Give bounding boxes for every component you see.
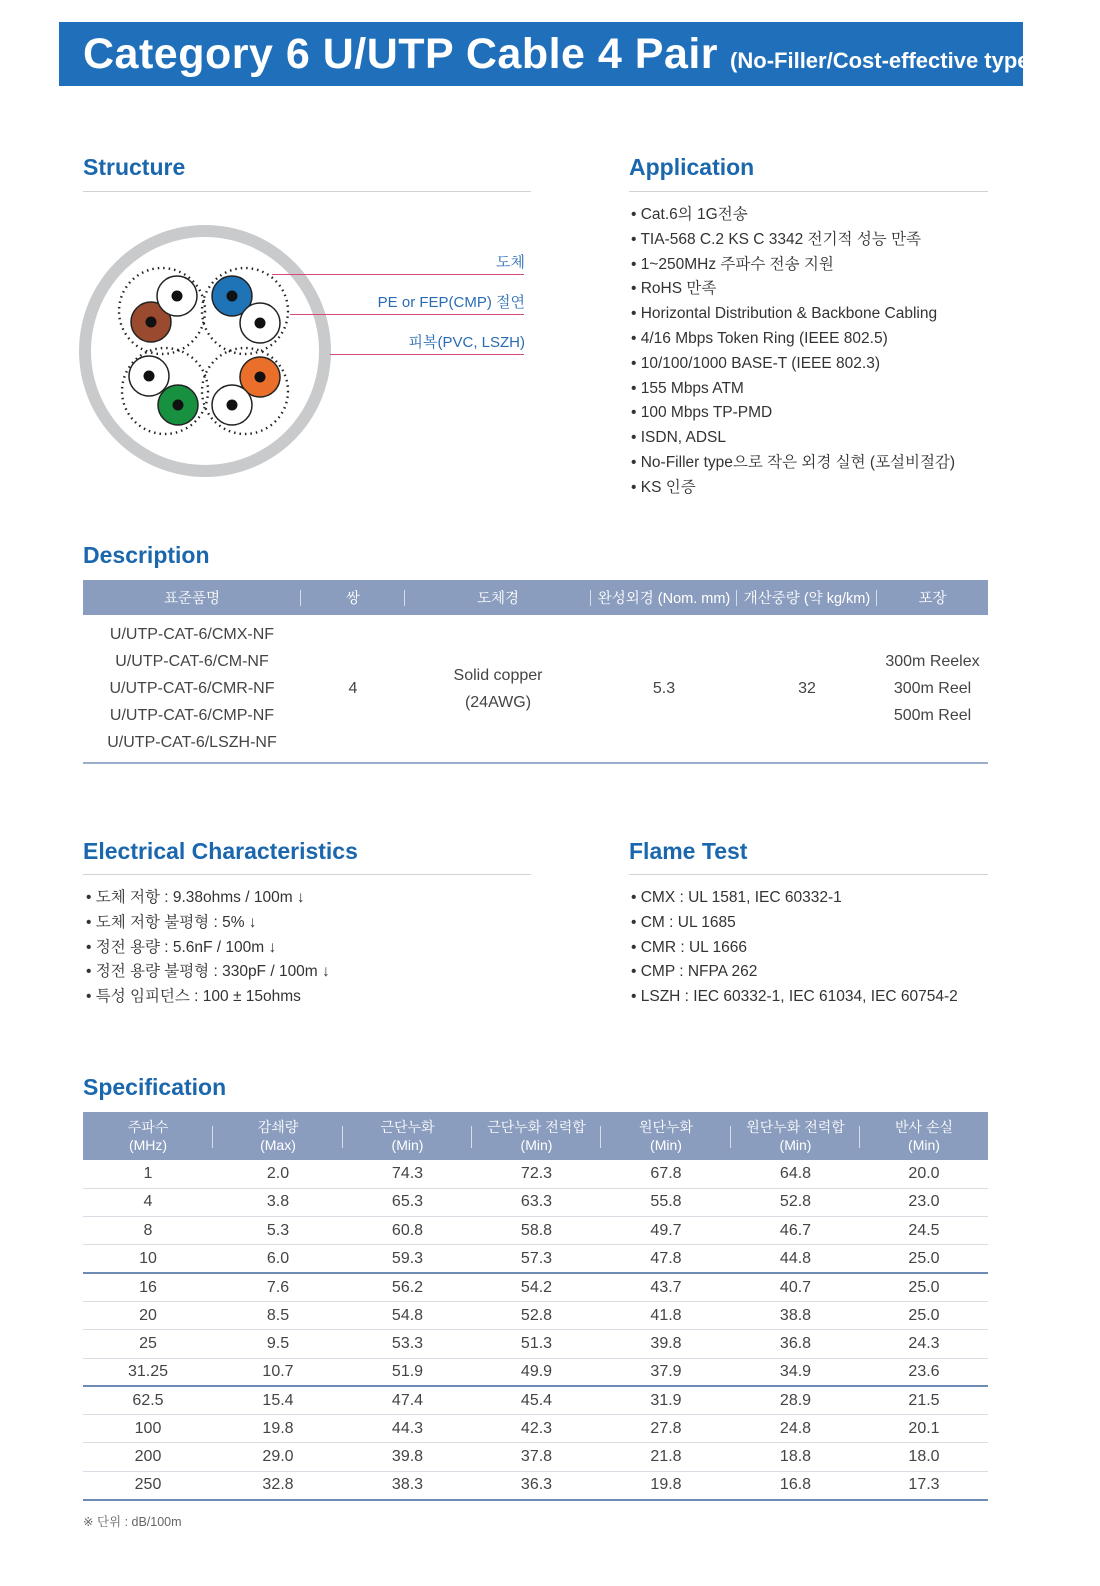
packing-cell — [877, 615, 988, 763]
column-header-next: 근단누화 (Min) — [343, 1112, 472, 1160]
packing-option: 500m Reel — [893, 707, 972, 724]
table-cell: 19.8 — [213, 1415, 343, 1443]
table-cell: 17.3 — [860, 1471, 988, 1499]
product-name: U/UTP-CAT-6/CM-NF — [115, 653, 269, 670]
list-item: • 155 Mbps ATM — [631, 377, 955, 402]
list-item: • 도체 저항 불평형 : 5% ↓ — [86, 911, 330, 936]
structure-divider — [83, 191, 531, 192]
table-cell: 34.9 — [731, 1358, 860, 1386]
table-row — [83, 1358, 988, 1386]
column-header: 표준품명 — [83, 580, 301, 615]
table-cell: 36.8 — [731, 1330, 860, 1358]
column-header-attenuation: 감쇄량 (Max) — [213, 1112, 343, 1160]
table-row — [83, 1415, 988, 1443]
table-cell: 9.5 — [213, 1330, 343, 1358]
table-cell: 28.9 — [731, 1386, 860, 1414]
flame-test-list — [631, 886, 958, 1010]
list-item: • TIA-568 C.2 KS C 3342 전기적 성능 만족 — [631, 228, 955, 253]
product-name: U/UTP-CAT-6/CMP-NF — [109, 707, 275, 724]
page-title: Category 6 U/UTP Cable 4 Pair — [83, 29, 719, 78]
table-cell: 38.8 — [731, 1301, 860, 1329]
list-item: • 1~250MHz 주파수 전송 지원 — [631, 253, 955, 278]
table-cell: 8.5 — [213, 1301, 343, 1329]
insulation-label: PE or FEP(CMP) 절연 — [377, 294, 525, 311]
table-cell: 63.3 — [472, 1188, 601, 1216]
list-item: • 100 Mbps TP-PMD — [631, 401, 955, 426]
list-item: • LSZH : IEC 60332-1, IEC 61034, IEC 60754-2 — [631, 985, 958, 1010]
list-item: • RoHS 만족 — [631, 277, 955, 302]
column-header: 쌍 — [301, 580, 405, 615]
table-row — [83, 1330, 988, 1358]
table-cell: 52.8 — [472, 1301, 601, 1329]
column-header: 도체경 — [405, 580, 591, 615]
list-item: • Cat.6의 1G전송 — [631, 203, 955, 228]
table-cell: 20 — [83, 1301, 213, 1329]
table-cell: 42.3 — [472, 1415, 601, 1443]
table-cell: 24.5 — [860, 1217, 988, 1245]
table-row — [83, 1188, 988, 1216]
table-cell: 40.7 — [731, 1273, 860, 1301]
column-header: 개산중량 (약 kg/km) — [737, 580, 877, 615]
column-header-psnext: 근단누화 전력합 (Min) — [472, 1112, 601, 1160]
conductor-pointer-line — [272, 274, 524, 275]
product-name: U/UTP-CAT-6/LSZH-NF — [107, 734, 277, 751]
table-row — [83, 1245, 988, 1273]
table-cell: 25.0 — [860, 1273, 988, 1301]
table-cell: 51.3 — [472, 1330, 601, 1358]
table-cell: 45.4 — [472, 1386, 601, 1414]
table-cell: 5.3 — [213, 1217, 343, 1245]
table-cell: 1 — [83, 1160, 213, 1188]
table-cell: 100 — [83, 1415, 213, 1443]
table-cell: 16.8 — [731, 1471, 860, 1499]
page-subtitle: (No-Filler/Cost-effective type) — [730, 48, 1037, 73]
table-row — [83, 615, 988, 763]
table-cell: 62.5 — [83, 1386, 213, 1414]
table-cell: 20.0 — [860, 1160, 988, 1188]
table-cell: 59.3 — [343, 1245, 472, 1273]
list-item: • 정전 용량 불평형 : 330pF / 100m ↓ — [86, 960, 330, 985]
electrical-heading: Electrical Characteristics — [83, 838, 358, 864]
cable-core-area — [91, 237, 319, 465]
insulation-pointer-line — [290, 314, 524, 315]
table-cell: 36.3 — [472, 1471, 601, 1499]
table-row — [83, 1443, 988, 1471]
table-cell: 2.0 — [213, 1160, 343, 1188]
packing-option: 300m Reelex — [885, 653, 980, 670]
table-cell: 4 — [83, 1188, 213, 1216]
table-cell: 18.0 — [860, 1443, 988, 1471]
description-table — [83, 580, 988, 764]
table-cell: 46.7 — [731, 1217, 860, 1245]
table-cell: 47.8 — [601, 1245, 731, 1273]
table-cell: 7.6 — [213, 1273, 343, 1301]
table-cell: 72.3 — [472, 1160, 601, 1188]
table-cell: 49.7 — [601, 1217, 731, 1245]
weight-cell: 32 — [737, 615, 877, 763]
table-cell: 32.8 — [213, 1471, 343, 1499]
list-item: • No-Filler type으로 작은 외경 실현 (포설비절감) — [631, 451, 955, 476]
table-cell: 24.3 — [860, 1330, 988, 1358]
list-item: • ISDN, ADSL — [631, 426, 955, 451]
list-item: • KS 인증 — [631, 476, 955, 501]
table-cell: 25 — [83, 1330, 213, 1358]
diameter-cell: 5.3 — [591, 615, 737, 763]
table-cell: 38.3 — [343, 1471, 472, 1499]
table-cell: 3.8 — [213, 1188, 343, 1216]
table-cell: 37.8 — [472, 1443, 601, 1471]
table-row — [83, 1301, 988, 1329]
table-cell: 60.8 — [343, 1217, 472, 1245]
table-cell: 18.8 — [731, 1443, 860, 1471]
table-cell: 250 — [83, 1471, 213, 1499]
table-cell: 52.8 — [731, 1188, 860, 1216]
table-cell: 16 — [83, 1273, 213, 1301]
product-name: U/UTP-CAT-6/CMX-NF — [109, 626, 275, 643]
conductor-cell — [405, 615, 591, 763]
list-item: • CMX : UL 1581, IEC 60332-1 — [631, 886, 958, 911]
table-cell: 39.8 — [601, 1330, 731, 1358]
table-cell: 57.3 — [472, 1245, 601, 1273]
table-cell: 44.3 — [343, 1415, 472, 1443]
table-cell: 31.25 — [83, 1358, 213, 1386]
table-row — [83, 1217, 988, 1245]
table-row — [83, 1273, 988, 1301]
table-cell: 21.5 — [860, 1386, 988, 1414]
table-cell: 200 — [83, 1443, 213, 1471]
table-cell: 49.9 — [472, 1358, 601, 1386]
table-cell: 29.0 — [213, 1443, 343, 1471]
table-cell: 25.0 — [860, 1245, 988, 1273]
conductor-material: Solid copper — [453, 666, 543, 684]
cable-cross-section-diagram — [72, 218, 342, 488]
table-cell: 31.9 — [601, 1386, 731, 1414]
title-banner — [59, 22, 1037, 86]
table-cell: 25.0 — [860, 1301, 988, 1329]
description-heading: Description — [83, 542, 210, 568]
table-cell: 15.4 — [213, 1386, 343, 1414]
table-row — [83, 1386, 988, 1414]
application-list — [631, 203, 955, 501]
list-item: • CM : UL 1685 — [631, 911, 958, 936]
list-item: • CMP : NFPA 262 — [631, 960, 958, 985]
list-item: • 정전 용량 : 5.6nF / 100m ↓ — [86, 936, 330, 961]
table-cell: 8 — [83, 1217, 213, 1245]
column-header: 완성외경 (Nom. mm) — [591, 580, 737, 615]
table-cell: 54.8 — [343, 1301, 472, 1329]
list-item: • CMR : UL 1666 — [631, 936, 958, 961]
specification-table — [83, 1112, 988, 1501]
list-item: • 도체 저항 : 9.38ohms / 100m ↓ — [86, 886, 330, 911]
table-row — [83, 1471, 988, 1499]
jacket-pointer-line — [330, 354, 524, 355]
table-cell: 56.2 — [343, 1273, 472, 1301]
flame-test-divider — [629, 874, 988, 875]
table-cell: 58.8 — [472, 1217, 601, 1245]
table-cell: 65.3 — [343, 1188, 472, 1216]
column-header-return-loss: 반사 손실 (Min) — [860, 1112, 988, 1160]
list-item: • 10/100/1000 BASE-T (IEEE 802.3) — [631, 352, 955, 377]
application-heading: Application — [629, 154, 755, 180]
table-cell: 24.8 — [731, 1415, 860, 1443]
column-header: 포장 — [877, 580, 988, 615]
table-cell: 10 — [83, 1245, 213, 1273]
list-item: • Horizontal Distribution & Backbone Cabling — [631, 302, 955, 327]
application-divider — [629, 191, 988, 192]
table-cell: 6.0 — [213, 1245, 343, 1273]
column-header-fext: 원단누화 (Min) — [601, 1112, 731, 1160]
table-cell: 23.6 — [860, 1358, 988, 1386]
table-cell: 27.8 — [601, 1415, 731, 1443]
flame-test-heading: Flame Test — [629, 838, 748, 864]
table-cell: 19.8 — [601, 1471, 731, 1499]
product-names-cell — [83, 615, 301, 763]
electrical-list — [86, 886, 330, 1010]
table-cell: 67.8 — [601, 1160, 731, 1188]
table-cell: 55.8 — [601, 1188, 731, 1216]
table-cell: 10.7 — [213, 1358, 343, 1386]
conductor-label: 도체 — [496, 254, 525, 271]
electrical-divider — [83, 874, 531, 875]
product-name: U/UTP-CAT-6/CMR-NF — [109, 680, 275, 697]
table-cell: 74.3 — [343, 1160, 472, 1188]
conductor-gauge: (24AWG) — [464, 693, 532, 711]
column-header-psfext: 원단누화 전력합 (Min) — [731, 1112, 860, 1160]
packing-option: 300m Reel — [893, 680, 972, 697]
table-cell: 64.8 — [731, 1160, 860, 1188]
table-cell: 47.4 — [343, 1386, 472, 1414]
jacket-label: 피복(PVC, LSZH) — [408, 334, 525, 351]
table-row — [83, 1160, 988, 1188]
column-header-frequency: 주파수 (MHz) — [83, 1112, 213, 1160]
table-cell: 23.0 — [860, 1188, 988, 1216]
table-cell: 54.2 — [472, 1273, 601, 1301]
table-cell: 51.9 — [343, 1358, 472, 1386]
table-cell: 20.1 — [860, 1415, 988, 1443]
list-item: • 4/16 Mbps Token Ring (IEEE 802.5) — [631, 327, 955, 352]
table-cell: 44.8 — [731, 1245, 860, 1273]
table-cell: 21.8 — [601, 1443, 731, 1471]
specification-heading: Specification — [83, 1074, 227, 1100]
table-cell: 37.9 — [601, 1358, 731, 1386]
table-cell: 41.8 — [601, 1301, 731, 1329]
structure-heading: Structure — [83, 154, 186, 180]
unit-note: ※ 단위 : dB/100m — [83, 1515, 182, 1529]
table-cell: 53.3 — [343, 1330, 472, 1358]
pairs-cell: 4 — [301, 615, 405, 763]
table-cell: 39.8 — [343, 1443, 472, 1471]
table-cell: 43.7 — [601, 1273, 731, 1301]
list-item: • 특성 임피던스 : 100 ± 15ohms — [86, 985, 330, 1010]
